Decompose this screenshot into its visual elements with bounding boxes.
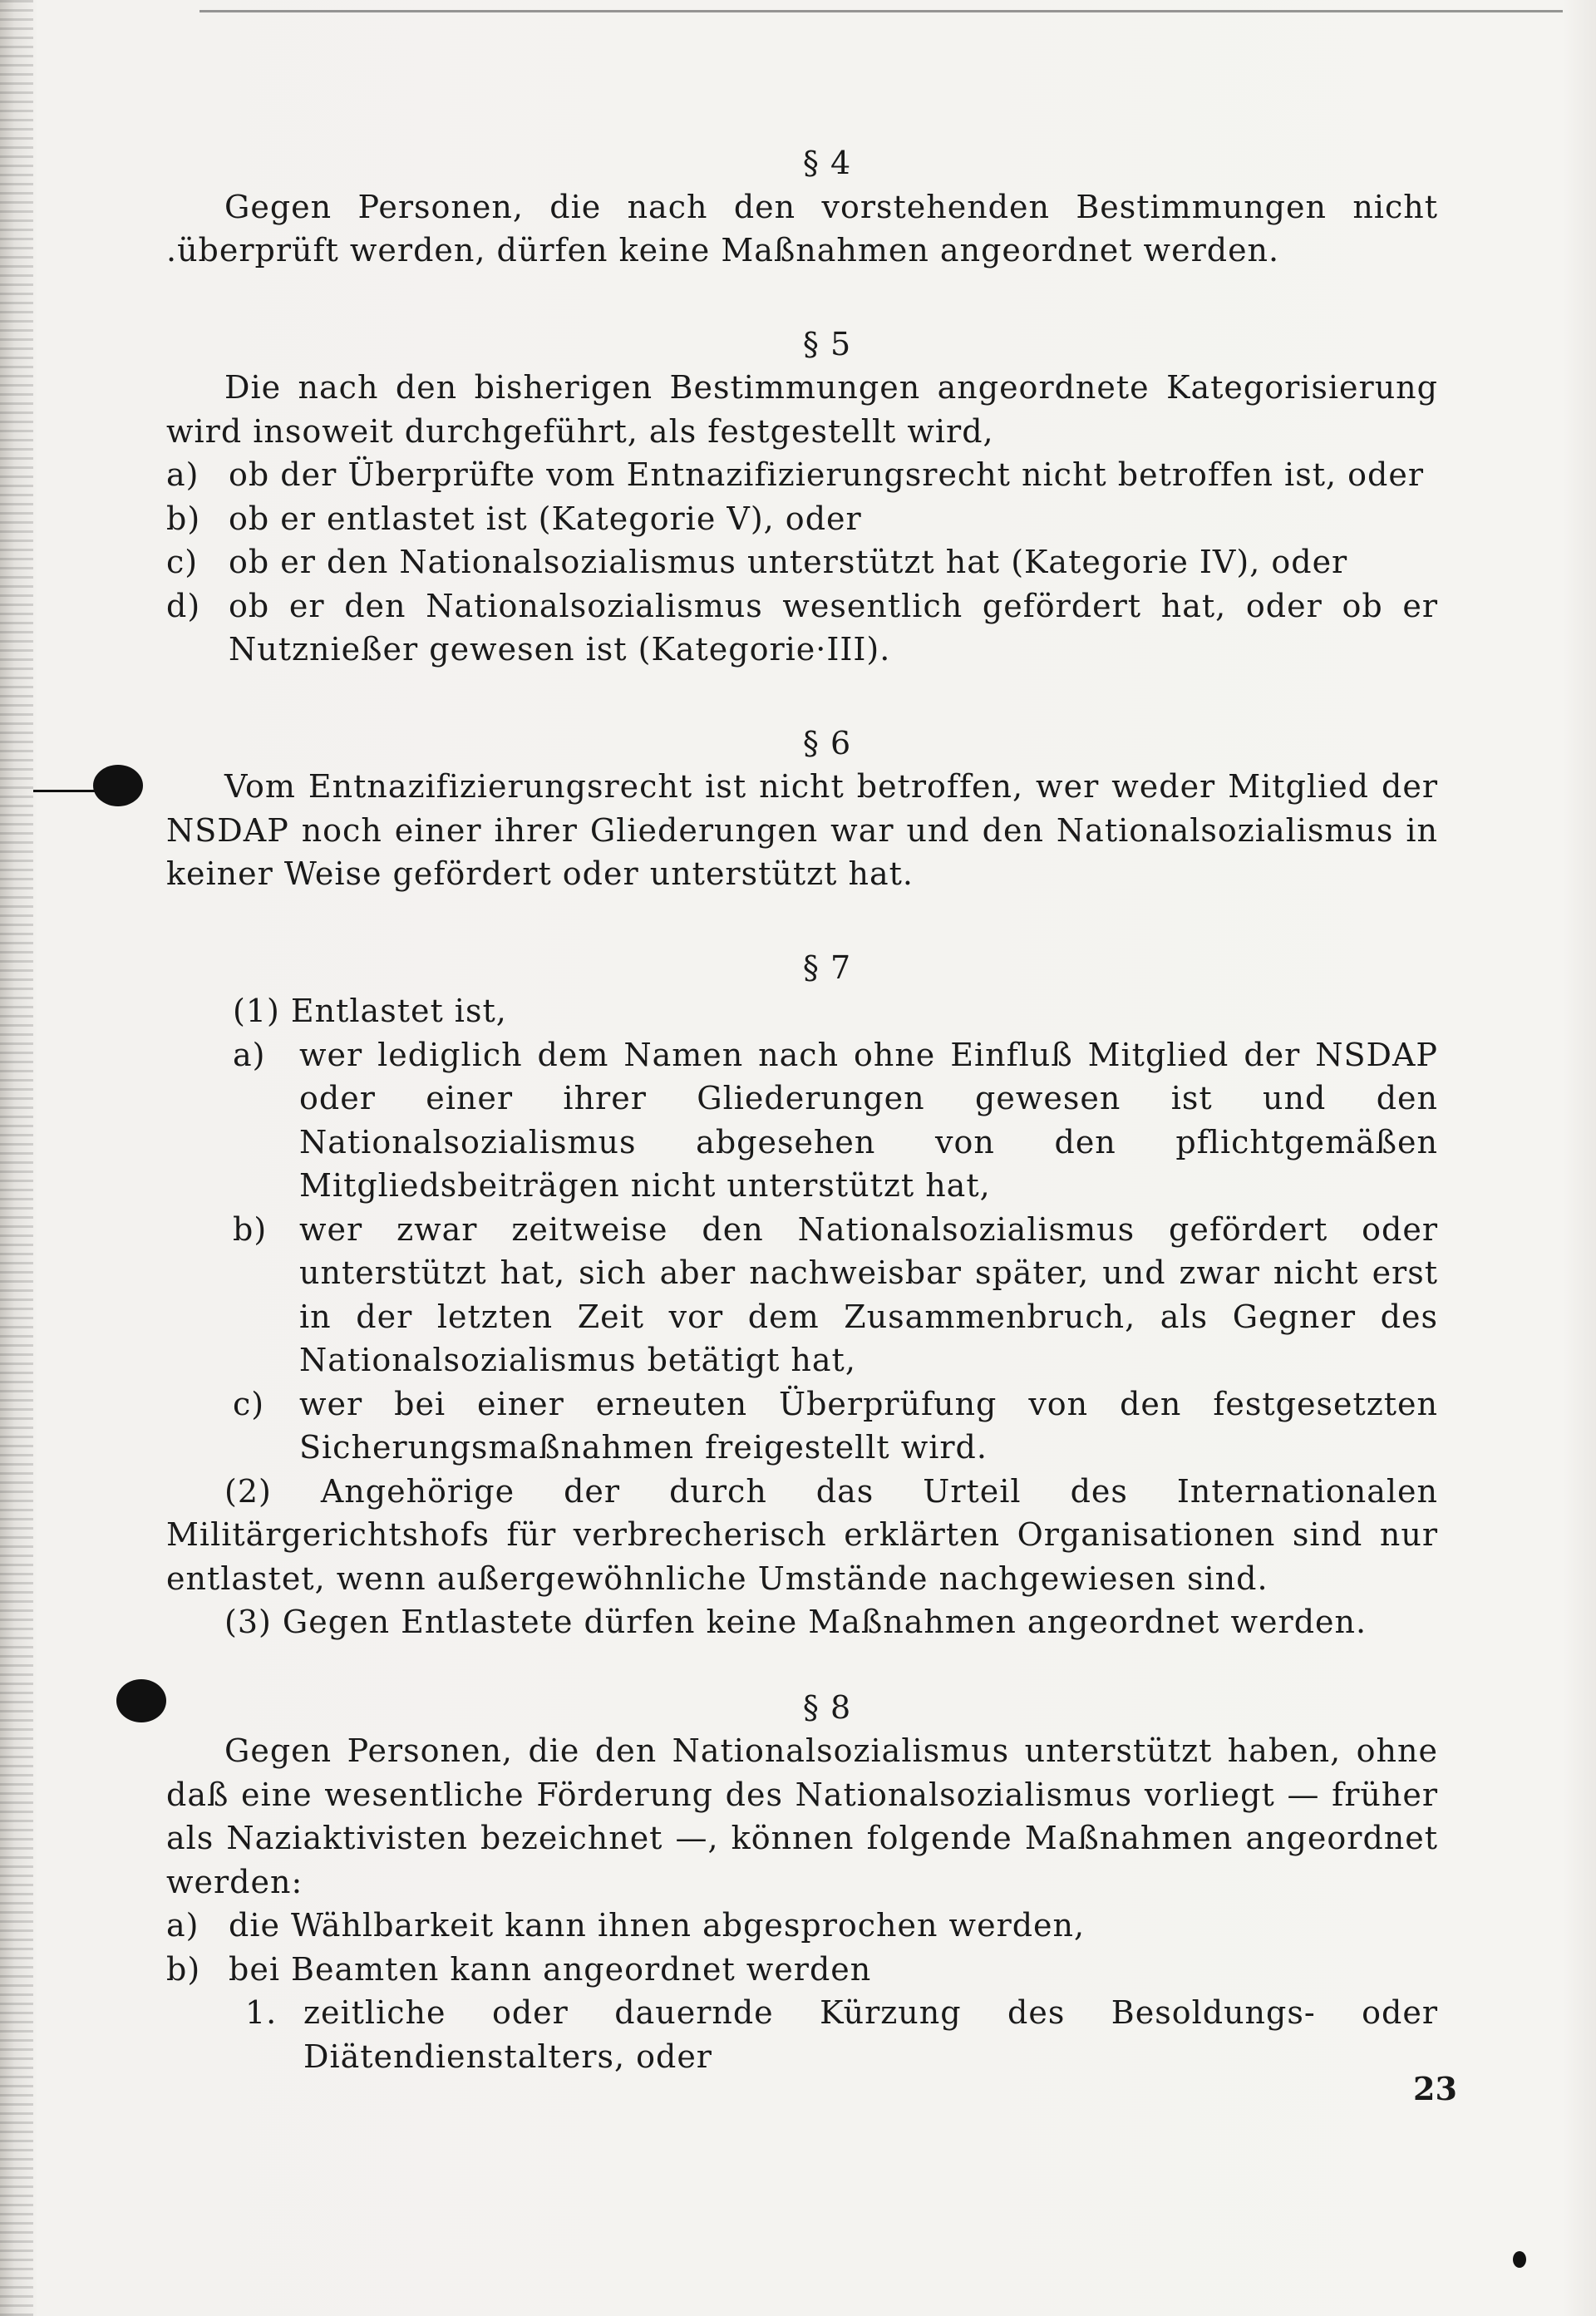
list-item-label: d): [166, 587, 201, 624]
list-item: [166, 540, 1438, 584]
paragraph: Vom Entnazifizierungsrecht ist nicht betroffen, wer weder Mitglied der NSDAP noch einer ihrer Gliederungen war und den Nationalsozialismus in keiner Weise gefördert oder unterstützt hat.: [166, 768, 1438, 892]
list-item-text: wer lediglich dem Namen nach ohne Einfluß Mitglied der NSDAP oder einer ihrer Gliederungen gewesen ist und den Nationalsozialismus abgesehen von den pflichtgemäßen Mitgliedsbeiträgen nicht unterstützt hat,: [299, 1036, 1438, 1204]
sub-list-item-text: zeitliche oder dauernde Kürzung des Besoldungs- oder Diätendienstalters, oder: [303, 1994, 1438, 2075]
paragraph: (3) Gegen Entlastete dürfen keine Maßnahmen angeordnet werden.: [224, 1604, 1367, 1640]
list-item-text: ob er den Nationalsozialismus unterstützt hat (Kategorie IV), oder: [229, 544, 1348, 580]
binding-edge: [0, 0, 33, 2316]
list-item-label: a): [233, 1036, 266, 1073]
list-item-label: a): [166, 1907, 200, 1944]
section-heading: § 5: [802, 325, 852, 362]
speck-mark: [1513, 2251, 1526, 2268]
punch-hole-mark: [93, 765, 143, 806]
list-item-label: a): [166, 456, 200, 493]
list-item: [166, 1382, 1438, 1470]
list-item-text: die Wählbarkeit kann ihnen abgesprochen werden,: [229, 1907, 1086, 1944]
list-item-label: b): [166, 500, 201, 537]
list-item: [166, 453, 1438, 497]
section-heading: § 6: [802, 724, 852, 761]
paragraph: Die nach den bisherigen Bestimmungen angeordnete Kategorisierung wird insoweit durchgeführt, als festgestellt wird,: [166, 369, 1438, 450]
section-heading: § 8: [802, 1688, 852, 1726]
list-item-text: wer bei einer erneuten Überprüfung von den festgesetzten Sicherungsmaßnahmen freigestellt wird.: [299, 1385, 1438, 1466]
list-item-text: ob der Überprüfte vom Entnazifizierungsrecht nicht betroffen ist, oder: [229, 456, 1424, 493]
margin-line: [33, 790, 100, 792]
list-item-label: b): [233, 1210, 268, 1248]
list-item-text: ob er entlastet ist (Kategorie V), oder: [229, 500, 862, 537]
paragraph: Gegen Personen, die nach den vorstehenden Bestimmungen nicht .überprüft werden, dürfen keine Maßnahmen angeordnet werden.: [166, 188, 1438, 269]
list-item: [166, 1948, 1438, 1992]
list-item: [166, 497, 1438, 541]
list-item-text: bei Beamten kann angeordnet werden: [229, 1950, 872, 1988]
list-item: [166, 1033, 1438, 1208]
paragraph: Gegen Personen, die den Nationalsozialismus unterstützt haben, ohne daß eine wesentliche Förderung des Nationalsozialismus vorliegt — früher als Naziaktivisten bezeichnet —, können folgende Maßnahmen angeordnet werden:: [166, 1732, 1438, 1900]
sub-list-item-label: 1.: [245, 1994, 278, 2031]
section-heading: § 4: [802, 145, 852, 181]
sub-list-item: [166, 1991, 1438, 2078]
list-item-label: c): [233, 1385, 265, 1422]
paragraph: (2) Angehörige der durch das Urteil des Internationalen Militärgerichtshofs für verbrecherisch erklärten Organisationen sind nur entlastet, wenn außergewöhnliche Umstände nachgewiesen sind.: [166, 1472, 1438, 1597]
paragraph: (1) Entlastet ist,: [233, 993, 507, 1029]
list-item-text: wer zwar zeitweise den Nationalsozialismus gefördert oder unterstützt hat, sich aber nachweisbar später, und zwar nicht erst in der letzten Zeit vor dem Zusammenbruch, als Gegner des Nationalsozialismus betätigt hat,: [299, 1210, 1438, 1378]
list-item: [166, 1208, 1438, 1382]
section-heading: § 7: [802, 949, 852, 986]
page-number: 23: [1413, 2070, 1457, 2107]
list-item-label: c): [166, 544, 199, 580]
list-item: [166, 1904, 1438, 1948]
top-rule-line: [200, 10, 1563, 12]
list-item-label: b): [166, 1950, 201, 1988]
list-item-text: ob er den Nationalsozialismus wesentlich gefördert hat, oder ob er Nutznießer gewesen ist (Kategorie·III).: [229, 587, 1438, 668]
list-item: [166, 584, 1438, 672]
document-body: [166, 141, 1438, 2078]
punch-hole-mark: [116, 1679, 166, 1722]
